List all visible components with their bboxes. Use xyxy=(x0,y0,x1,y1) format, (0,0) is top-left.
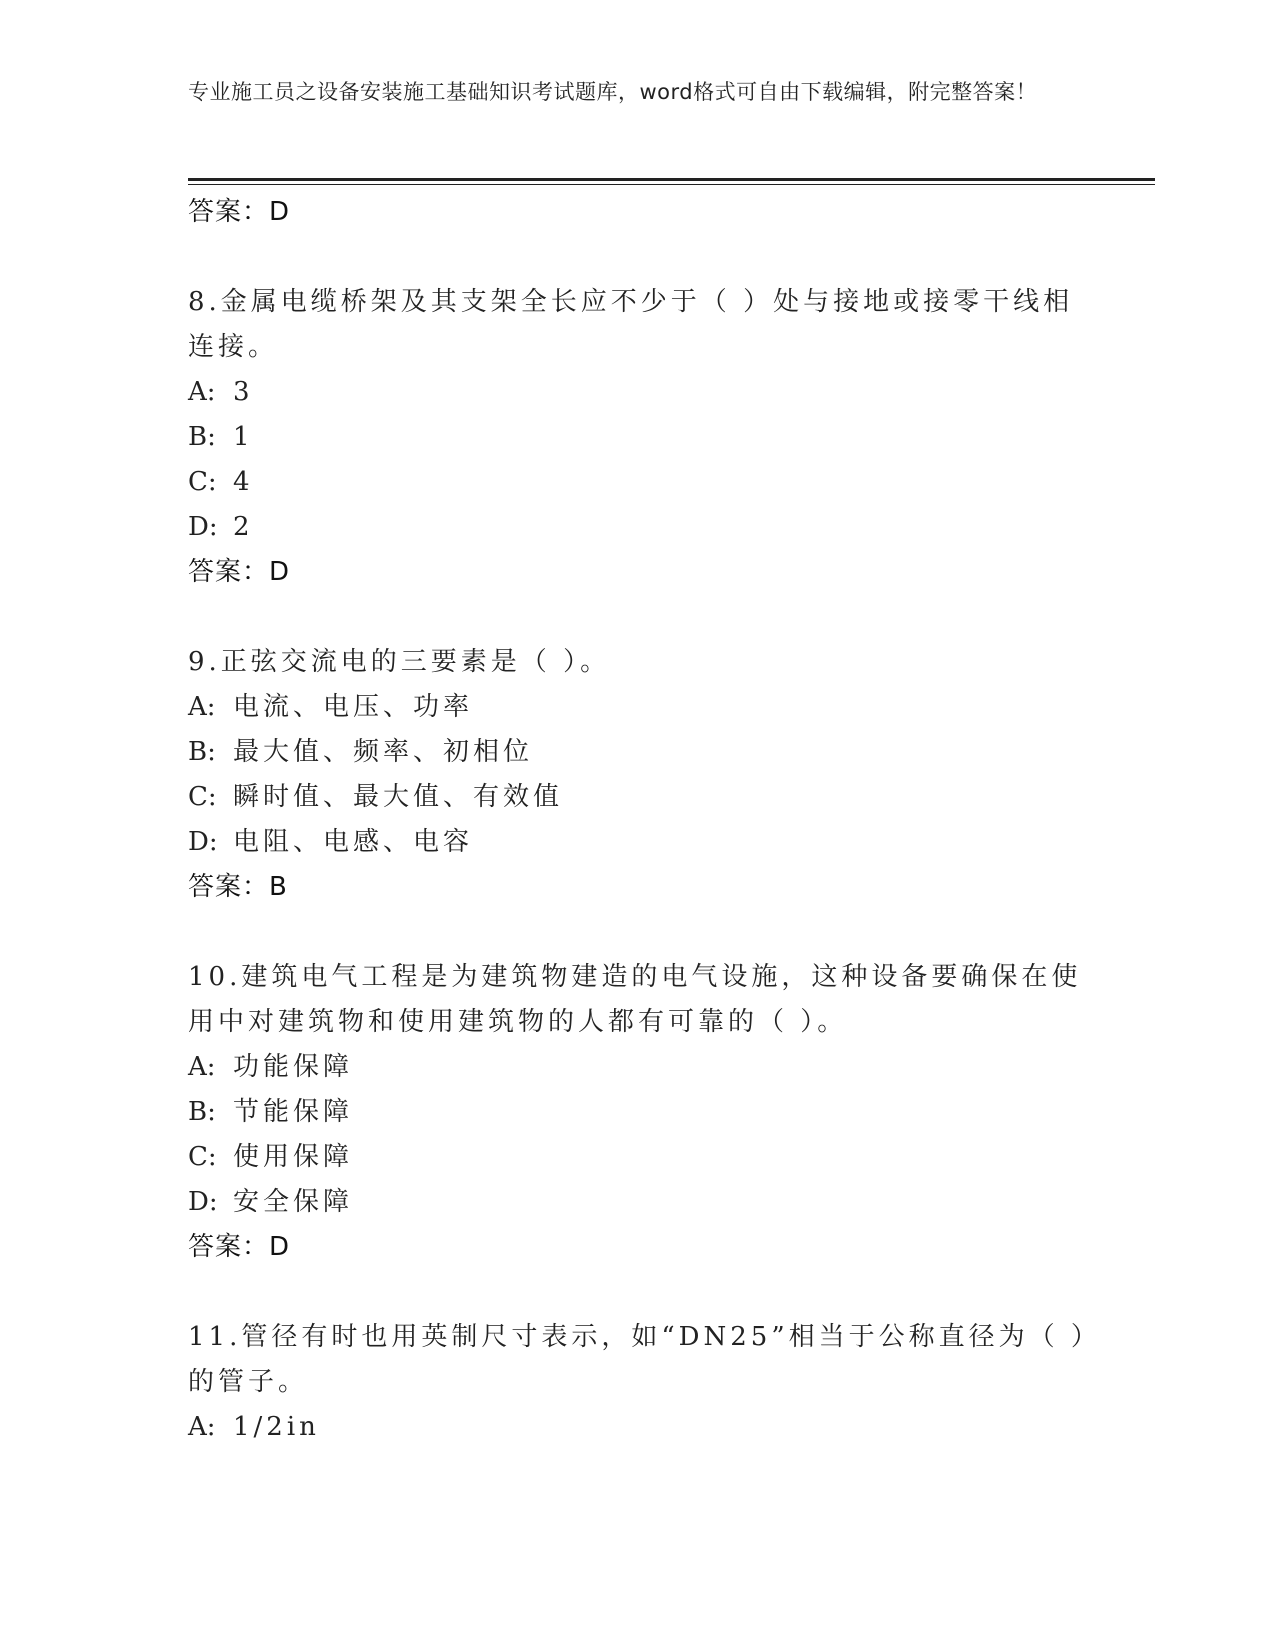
option-line xyxy=(188,370,1088,415)
option-letter: B: xyxy=(188,422,216,452)
option-line xyxy=(188,1405,1088,1450)
option-line xyxy=(188,730,1088,775)
option-text: 最大值、频率、初相位 xyxy=(233,737,534,767)
option-letter: C: xyxy=(188,1142,217,1172)
option-letter: D: xyxy=(188,827,218,857)
document-header: 专业施工员之设备安装施工基础知识考试题库，word格式可自由下载编辑，附完整答案！ xyxy=(188,80,1038,104)
header-rule-thick xyxy=(188,178,1155,181)
option-text: 节能保障 xyxy=(233,1097,354,1127)
option-text: 1/2in xyxy=(233,1412,320,1442)
option-text: 1 xyxy=(233,422,254,452)
answer-line: 答案：D xyxy=(188,197,291,227)
header-rule-thin xyxy=(188,184,1155,185)
option-line xyxy=(188,1090,1088,1135)
option-text: 安全保障 xyxy=(233,1187,354,1217)
option-line xyxy=(188,820,1088,865)
option-line xyxy=(188,1135,1088,1180)
option-text: 电流、电压、功率 xyxy=(233,692,474,722)
option-line xyxy=(188,1045,1088,1090)
option-line xyxy=(188,775,1088,820)
option-line xyxy=(188,505,1088,550)
question-text: 9.正弦交流电的三要素是（ ）。 xyxy=(188,647,611,677)
question-text: 11.管径有时也用英制尺寸表示，如“DN25”相当于公称直径为（ ）的管子。 xyxy=(188,1322,1088,1397)
option-text: 电阻、电感、电容 xyxy=(233,827,474,857)
answer-line: 答案：D xyxy=(188,557,291,587)
option-letter: D: xyxy=(188,1187,218,1217)
option-letter: B: xyxy=(188,1097,216,1127)
option-text: 使用保障 xyxy=(233,1142,354,1172)
question-text: 8.金属电缆桥架及其支架全长应不少于（ ）处与接地或接零干线相连接。 xyxy=(188,287,1074,362)
option-letter: A: xyxy=(188,1412,216,1442)
spacer xyxy=(188,1270,1088,1315)
option-line xyxy=(188,460,1088,505)
spacer xyxy=(188,595,1088,640)
option-text: 瞬时值、最大值、有效值 xyxy=(233,782,564,812)
exam-content xyxy=(188,190,1088,1450)
question-text: 10.建筑电气工程是为建筑物建造的电气设施，这种设备要确保在使用中对建筑物和使用建筑物的人都有可靠的（ ）。 xyxy=(188,962,1082,1037)
option-text: 4 xyxy=(233,467,254,497)
answer-line: 答案：B xyxy=(188,872,288,902)
option-line xyxy=(188,415,1088,460)
option-letter: B: xyxy=(188,737,216,767)
option-text: 3 xyxy=(233,377,254,407)
option-letter: C: xyxy=(188,782,217,812)
spacer xyxy=(188,910,1088,955)
spacer xyxy=(188,235,1088,280)
option-line xyxy=(188,1180,1088,1225)
option-letter: C: xyxy=(188,467,217,497)
option-letter: D: xyxy=(188,512,218,542)
option-line xyxy=(188,685,1088,730)
option-letter: A: xyxy=(188,692,216,722)
option-text: 2 xyxy=(233,512,254,542)
option-letter: A: xyxy=(188,1052,216,1082)
answer-line: 答案：D xyxy=(188,1232,291,1262)
option-letter: A: xyxy=(188,377,216,407)
option-text: 功能保障 xyxy=(233,1052,354,1082)
